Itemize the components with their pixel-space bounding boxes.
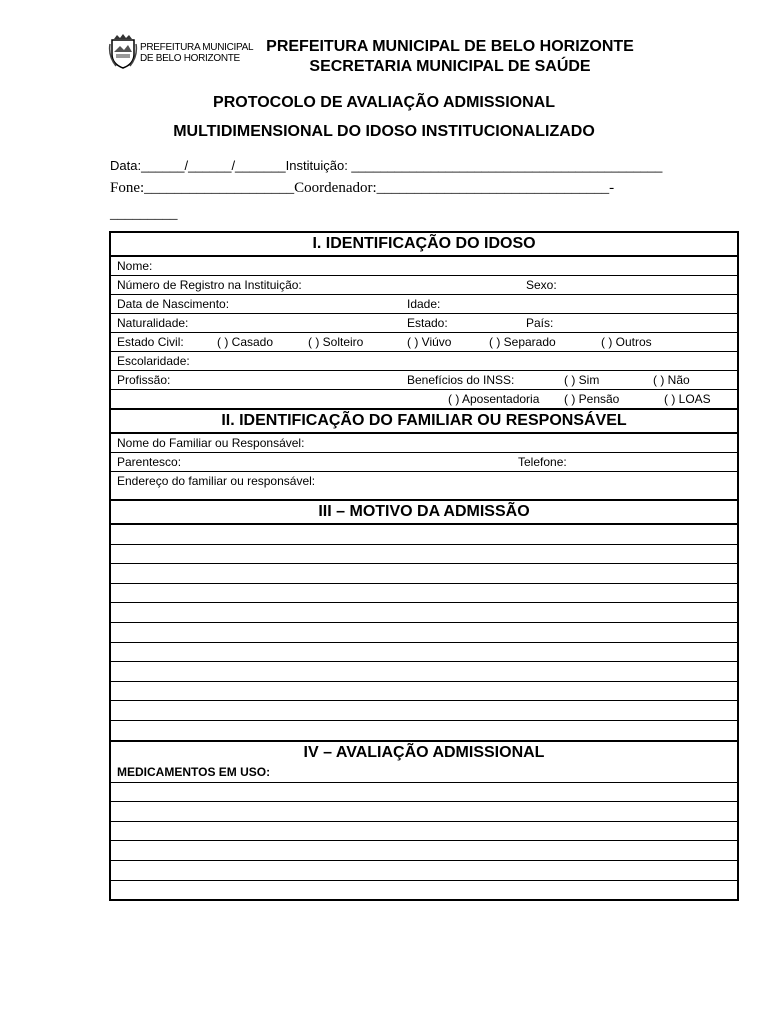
row-nome[interactable] [111,257,737,276]
row-endereco[interactable] [111,472,737,501]
motivo-line[interactable] [111,662,737,682]
checkbox-loas[interactable]: ( ) LOAS [664,392,711,406]
motivo-line[interactable] [111,545,737,565]
data-instituicao-field[interactable]: Data:______/______/_______Instituição: ___________________________________________ [110,158,663,173]
checkbox-aposentadoria[interactable]: ( ) Aposentadoria [448,392,540,406]
title-line-2: MULTIDIMENSIONAL DO IDOSO INSTITUCIONALIZADO [173,123,595,140]
label-endereco: Endereço do familiar ou responsável: [117,474,316,488]
row-nascimento[interactable] [111,295,737,314]
row-parentesco[interactable] [111,453,737,472]
form-table [109,231,739,901]
row-naturalidade[interactable] [111,314,737,333]
medicamentos-line[interactable] [111,822,737,842]
motivo-line[interactable] [111,643,737,663]
row-escolaridade[interactable] [111,352,737,371]
checkbox-sim[interactable]: ( ) Sim [564,373,600,387]
motivo-line[interactable] [111,584,737,604]
checkbox-outros[interactable]: ( ) Outros [601,335,652,349]
row-registro[interactable] [111,276,737,295]
medicamentos-line[interactable] [111,783,737,803]
motivo-line[interactable] [111,682,737,702]
header-line-2: SECRETARIA MUNICIPAL DE SAÚDE [309,58,591,75]
motivo-line[interactable] [111,564,737,584]
label-nascimento: Data de Nascimento: [117,297,230,311]
medicamentos-line[interactable] [111,841,737,861]
checkbox-solteiro[interactable]: ( ) Solteiro [308,335,364,349]
label-parentesco: Parentesco: [117,455,182,469]
row-estado-civil[interactable] [111,333,737,352]
coat-of-arms-icon [108,34,138,70]
section-1-title: I. IDENTIFICAÇÃO DO IDOSO [111,233,737,257]
label-nome: Nome: [117,259,153,273]
section-3-title: III – MOTIVO DA ADMISSÃO [111,501,737,525]
medicamentos-label: MEDICAMENTOS EM USO: [111,764,737,783]
motivo-line[interactable] [111,701,737,721]
label-telefone: Telefone: [518,455,567,469]
logo-line-2: DE BELO HORIZONTE [140,53,240,64]
label-estado: Estado: [407,316,448,330]
motivo-line[interactable] [111,721,737,742]
checkbox-viuvo[interactable]: ( ) Viúvo [407,335,452,349]
label-sexo: Sexo: [526,278,557,292]
medicamentos-line[interactable] [111,861,737,881]
label-naturalidade: Naturalidade: [117,316,189,330]
row-familiar-nome[interactable] [111,434,737,453]
label-registro: Número de Registro na Instituição: [117,278,302,292]
label-escolaridade: Escolaridade: [117,354,190,368]
section-2-title: II. IDENTIFICAÇÃO DO FAMILIAR OU RESPONSÁVEL [111,409,737,434]
label-beneficios: Benefícios do INSS: [407,373,515,387]
fone-coordenador-field[interactable]: Fone:____________________Coordenador:_______________________________- [110,180,615,196]
checkbox-casado[interactable]: ( ) Casado [217,335,274,349]
checkbox-nao[interactable]: ( ) Não [653,373,690,387]
checkbox-pensao[interactable]: ( ) Pensão [564,392,620,406]
motivo-line[interactable] [111,623,737,643]
medicamentos-line[interactable] [111,881,737,900]
motivo-line[interactable] [111,603,737,623]
label-pais: País: [526,316,554,330]
title-line-1: PROTOCOLO DE AVALIAÇÃO ADMISSIONAL [213,94,555,111]
label-estado-civil: Estado Civil: [117,335,184,349]
logo-line-1: PREFEITURA MUNICIPAL [140,42,254,53]
row-beneficios-tipo[interactable] [111,390,737,409]
header-line-1: PREFEITURA MUNICIPAL DE BELO HORIZONTE [266,38,634,55]
label-profissao: Profissão: [117,373,171,387]
row-profissao[interactable] [111,371,737,390]
label-idade: Idade: [407,297,441,311]
fone-continuation: _________ [110,206,178,222]
checkbox-separado[interactable]: ( ) Separado [489,335,556,349]
label-familiar-nome: Nome do Familiar ou Responsável: [117,436,305,450]
motivo-line[interactable] [111,525,737,545]
medicamentos-line[interactable] [111,802,737,822]
section-4-title: IV – AVALIAÇÃO ADMISSIONAL [303,743,545,761]
